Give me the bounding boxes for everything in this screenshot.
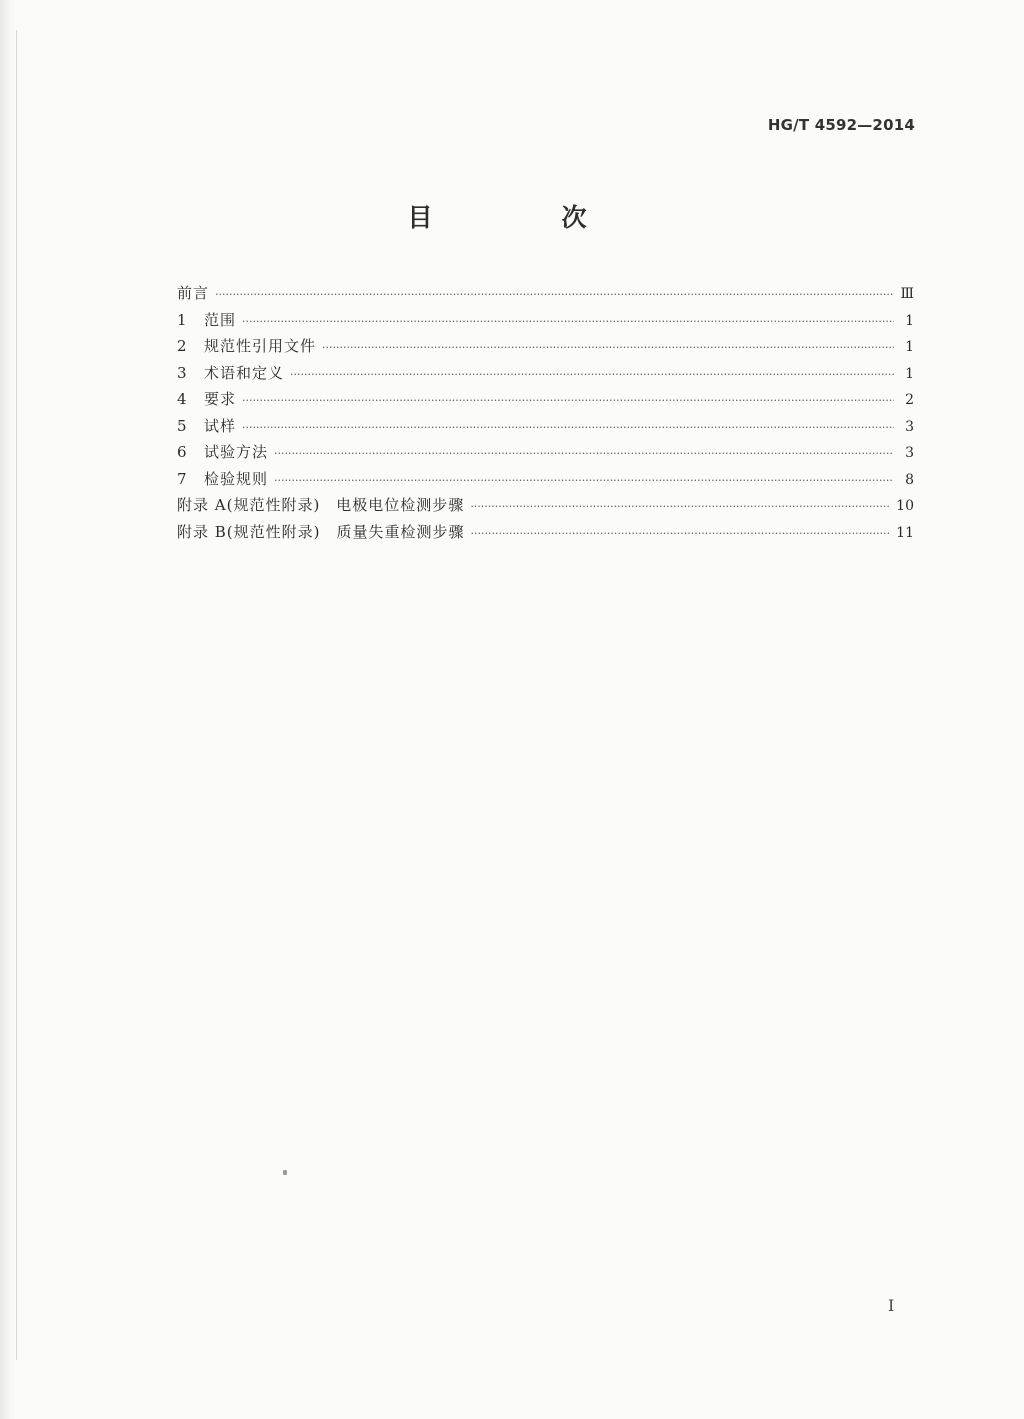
toc-leader-dots (274, 474, 894, 487)
toc-entry-number: 4 (177, 390, 187, 408)
toc-leader-dots (274, 447, 894, 460)
toc-leader-dots (215, 288, 894, 301)
toc-entry-page: 8 (905, 471, 914, 488)
toc-entry-page: 1 (905, 312, 914, 329)
toc-entry-page: 10 (896, 498, 914, 514)
document-code: HG/T 4592—2014 (767, 116, 915, 134)
toc-entry-page: 11 (896, 524, 914, 541)
toc-leader-dots (322, 341, 894, 354)
toc-entry-page: 2 (905, 392, 914, 408)
toc-entry-annex-a[interactable] (177, 494, 914, 521)
toc-entry-5[interactable] (177, 415, 914, 442)
toc-entry-number: 3 (177, 363, 187, 382)
toc-entry-label: 附录 A(规范性附录) 电极电位检测步骤 (177, 496, 465, 514)
toc-entry-number: 7 (177, 469, 187, 488)
toc-title: 目 次 (407, 203, 639, 232)
toc-entry-label: 要求 (204, 390, 237, 408)
toc-entry-1[interactable] (177, 309, 914, 336)
toc-leader-dots (242, 421, 894, 434)
toc-leader-dots (290, 368, 894, 381)
toc-entry-label: 规范性引用文件 (204, 337, 317, 355)
toc-entry-label: 试验方法 (204, 443, 269, 461)
toc-entry-annex-b[interactable] (177, 521, 914, 548)
toc-leader-dots (242, 394, 894, 407)
page-number: Ⅰ (888, 1296, 895, 1315)
toc-entry-label: 试样 (204, 416, 237, 435)
toc-entry-page: 1 (905, 365, 914, 382)
toc-entry-page: Ⅲ (900, 286, 914, 302)
toc-entry-label: 术语和定义 (204, 363, 285, 382)
toc-entry-2[interactable] (177, 335, 914, 362)
toc-entry-label: 范围 (204, 310, 237, 329)
toc-entry-page: 1 (905, 339, 914, 355)
table-of-contents (177, 282, 914, 547)
toc-leader-dots (471, 527, 891, 540)
toc-entry-6[interactable] (177, 441, 914, 468)
toc-entry-number: 2 (177, 337, 187, 355)
toc-entry-number: 1 (177, 310, 187, 329)
toc-entry-label: 附录 B(规范性附录) 质量失重检测步骤 (177, 522, 465, 541)
toc-entry-label: 检验规则 (204, 469, 269, 488)
toc-entry-page: 3 (905, 445, 914, 461)
toc-entry-number: 5 (177, 416, 187, 435)
scan-speck (283, 1170, 287, 1175)
toc-leader-dots (242, 315, 894, 328)
toc-leader-dots (470, 500, 890, 513)
toc-entry-3[interactable] (177, 362, 914, 389)
toc-entry-number: 6 (177, 443, 187, 461)
toc-entry-page: 3 (905, 418, 914, 435)
toc-entry-7[interactable] (177, 468, 914, 495)
toc-entry-label: 前言 (177, 284, 210, 302)
toc-entry-4[interactable] (177, 388, 914, 415)
toc-entry-foreword[interactable] (177, 282, 914, 309)
